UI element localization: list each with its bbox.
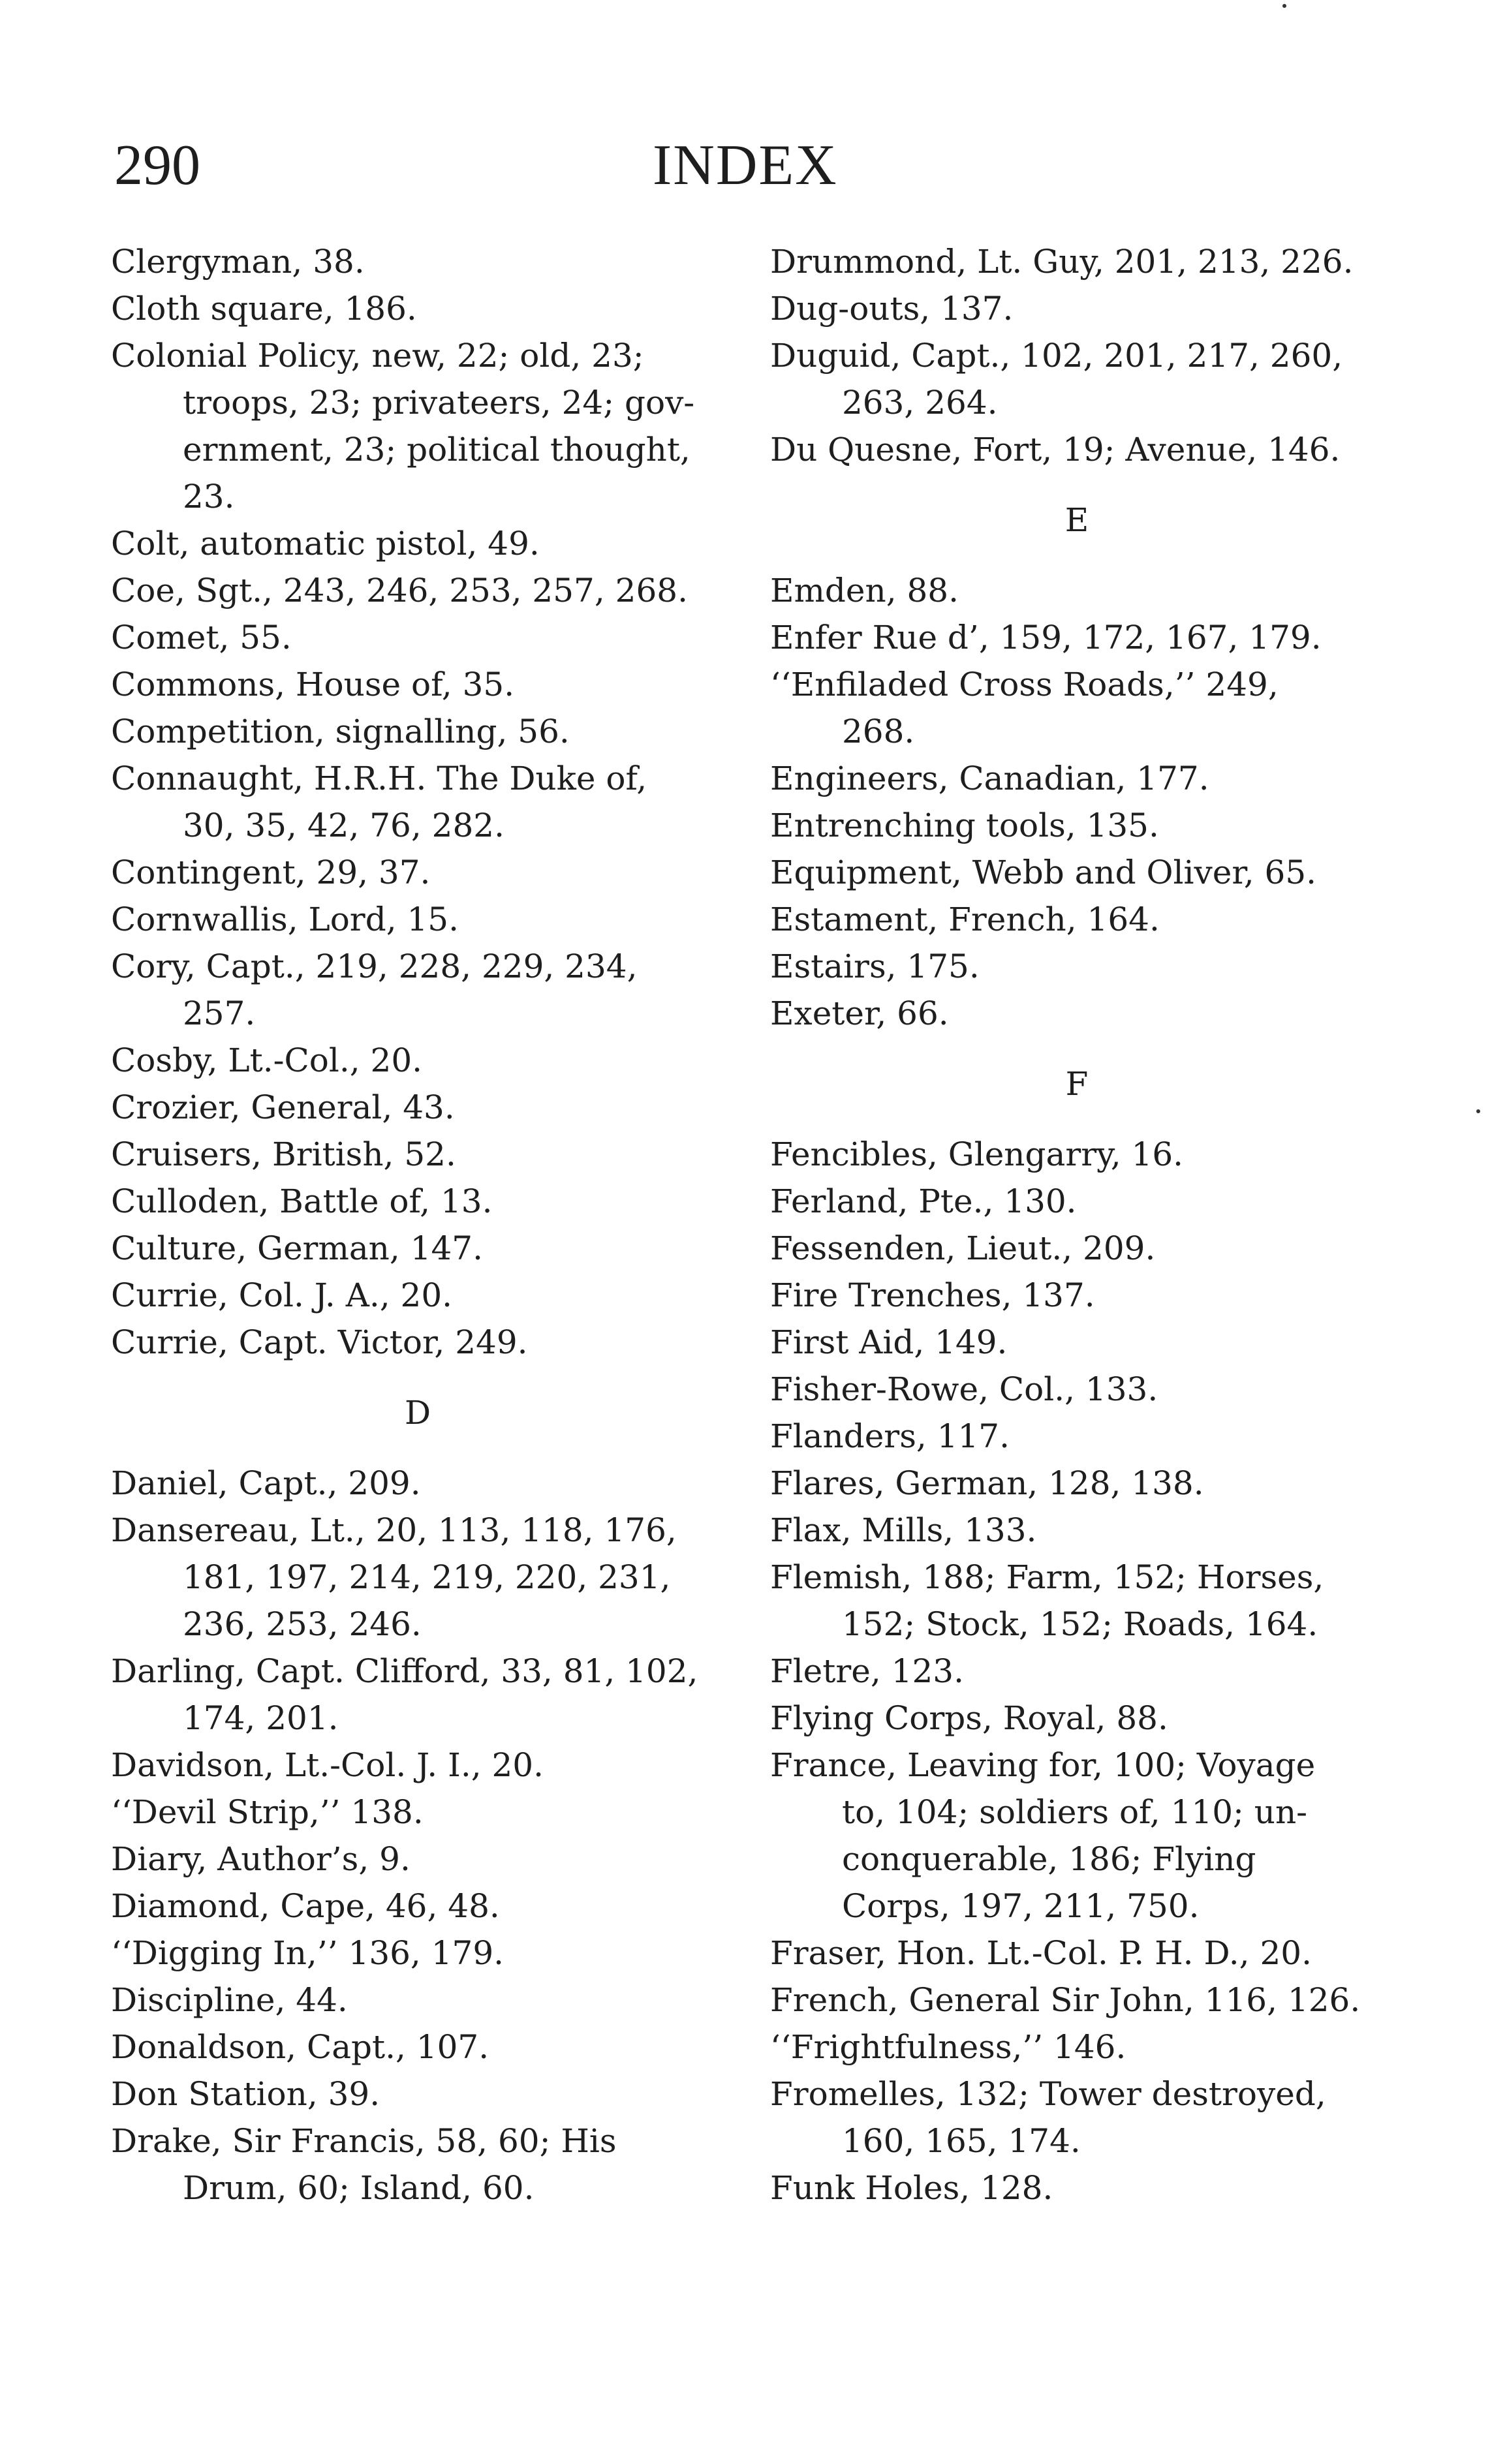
page-number: 290	[114, 134, 200, 197]
speck-mark	[1476, 1109, 1480, 1113]
index-entry-heading: Drummond, Lt. Guy, 201, 213, 226.	[770, 243, 1354, 281]
index-entry	[111, 332, 724, 520]
index-entry-heading: Estament, French, 164.	[770, 901, 1160, 938]
index-entry-continuation: conquerable, 186; Flying	[842, 1840, 1256, 1878]
index-entry	[111, 1930, 724, 1977]
index-entry-heading: Coe, Sgt., 243, 246, 253, 257, 268.	[111, 572, 688, 609]
index-entry	[770, 567, 1384, 614]
index-entry-continuation: 23.	[183, 478, 235, 516]
index-entry-heading: Culloden, Battle of, 13.	[111, 1182, 493, 1220]
index-entry	[770, 1648, 1384, 1695]
index-entry-heading: Dansereau, Lt., 20, 113, 118, 176,	[111, 1511, 677, 1549]
index-entry-heading: Fire Trenches, 137.	[770, 1276, 1095, 1314]
index-entry	[770, 896, 1384, 943]
index-entry-continuation: 257.	[183, 994, 256, 1032]
index-entry-heading: Fessenden, Lieut., 209.	[770, 1229, 1156, 1267]
section-letter-d: D	[404, 1394, 431, 1432]
index-entry	[111, 661, 724, 708]
index-entry	[111, 2024, 724, 2071]
index-column-right	[770, 238, 1384, 2211]
index-entry-heading: Cosby, Lt.-Col., 20.	[111, 1041, 423, 1079]
index-entry-heading: French, General Sir John, 116, 126.	[770, 1981, 1361, 2019]
index-entry	[770, 802, 1384, 849]
index-entry-heading: Ferland, Pte., 130.	[770, 1182, 1077, 1220]
index-entry	[111, 2118, 724, 2211]
index-entry	[770, 285, 1384, 332]
index-entry	[770, 2024, 1384, 2071]
index-entry-heading: Fraser, Hon. Lt.-Col. P. H. D., 20.	[770, 1934, 1312, 1972]
index-entry-heading: Engineers, Canadian, 177.	[770, 760, 1209, 797]
index-entry-continuation: 174, 201.	[183, 1699, 339, 1737]
index-entry-continuation: 160, 165, 174.	[842, 2122, 1081, 2160]
index-entry-heading: Flanders, 117.	[770, 1417, 1010, 1455]
index-entry	[770, 1507, 1384, 1554]
index-entry	[770, 1178, 1384, 1225]
index-entry	[111, 943, 724, 1037]
index-entry-heading: Duguid, Capt., 102, 201, 217, 260,	[770, 337, 1343, 375]
index-entry	[111, 614, 724, 661]
index-entry	[111, 567, 724, 614]
index-entry	[770, 1319, 1384, 1366]
index-entry-continuation: Corps, 197, 211, 750.	[842, 1887, 1200, 1925]
index-entry-heading: Don Station, 39.	[111, 2075, 380, 2113]
index-entry-heading: Flares, German, 128, 138.	[770, 1464, 1204, 1502]
index-entry-continuation: 263, 264.	[842, 384, 998, 422]
index-entry-heading: Flax, Mills, 133.	[770, 1511, 1037, 1549]
index-entry	[111, 2071, 724, 2118]
index-entry	[770, 990, 1384, 1037]
index-entry-heading: Drake, Sir Francis, 58, 60; His	[111, 2122, 617, 2160]
index-entry	[111, 1742, 724, 1789]
index-entry-continuation: 236, 253, 246.	[183, 1605, 422, 1643]
index-entry	[111, 1836, 724, 1883]
index-entry	[111, 1977, 724, 2024]
index-entry-heading: ‘‘Digging In,’’ 136, 179.	[111, 1934, 504, 1972]
entry-group-d-continued	[770, 238, 1384, 473]
index-entry-continuation: to, 104; soldiers of, 110; un-	[842, 1793, 1308, 1831]
index-entry	[770, 943, 1384, 990]
index-entry-heading: Contingent, 29, 37.	[111, 854, 431, 891]
index-entry	[111, 708, 724, 755]
index-entry	[111, 1131, 724, 1178]
index-entry-continuation: 152; Stock, 152; Roads, 164.	[842, 1605, 1318, 1643]
index-entry	[770, 426, 1384, 473]
index-entry	[111, 1225, 724, 1272]
index-entry	[770, 1695, 1384, 1742]
index-entry-heading: First Aid, 149.	[770, 1323, 1008, 1361]
index-entry-continuation: Drum, 60; Island, 60.	[183, 2169, 535, 2207]
index-entry-heading: Du Quesne, Fort, 19; Avenue, 146.	[770, 431, 1341, 469]
index-entry-heading: ‘‘Devil Strip,’’ 138.	[111, 1793, 424, 1831]
index-entry-heading: Equipment, Webb and Oliver, 65.	[770, 854, 1317, 891]
index-entry	[770, 2071, 1384, 2164]
index-entry-heading: Cruisers, British, 52.	[111, 1135, 456, 1173]
index-entry-heading: Flying Corps, Royal, 88.	[770, 1699, 1168, 1737]
entry-group-d	[111, 1460, 724, 2211]
index-entry	[770, 1977, 1384, 2024]
index-entry	[111, 896, 724, 943]
index-entry-continuation: 268.	[842, 713, 915, 750]
index-entry-heading: Darling, Capt. Clifford, 33, 81, 102,	[111, 1652, 698, 1690]
index-entry	[111, 1084, 724, 1131]
index-entry	[770, 1272, 1384, 1319]
index-entry	[111, 849, 724, 896]
index-entry	[111, 1883, 724, 1930]
index-entry	[770, 661, 1384, 755]
index-entry	[770, 1742, 1384, 1930]
index-entry-heading: ‘‘Enfiladed Cross Roads,’’ 249,	[770, 666, 1279, 703]
index-entry	[111, 1037, 724, 1084]
index-entry	[111, 238, 724, 285]
index-entry	[111, 1178, 724, 1225]
index-entry	[770, 1225, 1384, 1272]
index-entry	[111, 1319, 724, 1366]
speck-mark	[1282, 4, 1286, 8]
index-entry-heading: Emden, 88.	[770, 572, 959, 609]
index-entry-heading: Commons, House of, 35.	[111, 666, 515, 703]
index-entry	[111, 520, 724, 567]
index-entry-continuation: troops, 23; privateers, 24; gov-	[183, 384, 695, 422]
index-entry-heading: Enfer Rue d’, 159, 172, 167, 179.	[770, 619, 1322, 656]
index-entry-heading: Exeter, 66.	[770, 994, 949, 1032]
index-entry-heading: Cory, Capt., 219, 228, 229, 234,	[111, 947, 638, 985]
entry-group-e	[770, 567, 1384, 1037]
index-entry	[770, 1413, 1384, 1460]
index-entry-continuation: ernment, 23; political thought,	[183, 431, 691, 469]
index-entry-heading: Davidson, Lt.-Col. J. I., 20.	[111, 1746, 544, 1784]
index-column-left	[111, 238, 724, 2211]
index-entry-heading: Donaldson, Capt., 107.	[111, 2028, 489, 2066]
index-entry-heading: Fletre, 123.	[770, 1652, 964, 1690]
index-entry-heading: Culture, German, 147.	[111, 1229, 483, 1267]
entry-group-f	[770, 1131, 1384, 2211]
index-entry	[770, 1131, 1384, 1178]
index-entry-heading: Dug-outs, 137.	[770, 290, 1014, 328]
index-entry-heading: Funk Holes, 128.	[770, 2169, 1053, 2207]
index-entry-heading: Comet, 55.	[111, 619, 292, 656]
index-entry	[111, 1789, 724, 1836]
index-entry	[111, 1272, 724, 1319]
index-entry	[770, 1460, 1384, 1507]
index-entry-heading: ‘‘Frightfulness,’’ 146.	[770, 2028, 1126, 2066]
index-entry-heading: France, Leaving for, 100; Voyage	[770, 1746, 1316, 1784]
index-entry-heading: Colonial Policy, new, 22; old, 23;	[111, 337, 644, 375]
index-entry-heading: Daniel, Capt., 209.	[111, 1464, 421, 1502]
section-letter-e: E	[1064, 501, 1089, 539]
index-entry-heading: Entrenching tools, 135.	[770, 807, 1159, 844]
index-entry	[770, 849, 1384, 896]
entry-group-c	[111, 238, 724, 1366]
index-entry-heading: Currie, Col. J. A., 20.	[111, 1276, 453, 1314]
index-entry	[111, 285, 724, 332]
index-entry-heading: Discipline, 44.	[111, 1981, 348, 2019]
index-entry	[770, 1554, 1384, 1648]
index-entry-heading: Competition, signalling, 56.	[111, 713, 570, 750]
index-entry-heading: Cornwallis, Lord, 15.	[111, 901, 459, 938]
index-entry	[770, 1930, 1384, 1977]
index-entry-continuation: 30, 35, 42, 76, 282.	[183, 807, 504, 844]
index-entry	[770, 238, 1384, 285]
section-letter-f: F	[1065, 1065, 1089, 1103]
index-entry-heading: Estairs, 175.	[770, 947, 980, 985]
index-entry-heading: Colt, automatic pistol, 49.	[111, 525, 540, 562]
index-entry	[770, 332, 1384, 426]
index-entry	[111, 1648, 724, 1742]
index-entry	[770, 1366, 1384, 1413]
index-entry	[770, 755, 1384, 802]
index-entry-continuation: 181, 197, 214, 219, 220, 231,	[183, 1558, 671, 1596]
index-entry	[111, 1507, 724, 1648]
index-entry-heading: Diary, Author’s, 9.	[111, 1840, 411, 1878]
index-entry	[111, 1460, 724, 1507]
index-entry-heading: Fencibles, Glengarry, 16.	[770, 1135, 1184, 1173]
index-entry-heading: Diamond, Cape, 46, 48.	[111, 1887, 500, 1925]
index-entry	[770, 2164, 1384, 2211]
index-entry	[111, 755, 724, 849]
index-entry-heading: Currie, Capt. Victor, 249.	[111, 1323, 528, 1361]
index-entry-heading: Flemish, 188; Farm, 152; Horses,	[770, 1558, 1324, 1596]
index-entry-heading: Crozier, General, 43.	[111, 1088, 455, 1126]
running-head: INDEX	[653, 134, 838, 197]
index-entry-heading: Connaught, H.R.H. The Duke of,	[111, 760, 647, 797]
index-entry-heading: Fromelles, 132; Tower destroyed,	[770, 2075, 1326, 2113]
index-entry-heading: Cloth square, 186.	[111, 290, 417, 328]
index-entry	[770, 614, 1384, 661]
index-entry-heading: Clergyman, 38.	[111, 243, 365, 281]
index-entry-heading: Fisher-Rowe, Col., 133.	[770, 1370, 1158, 1408]
